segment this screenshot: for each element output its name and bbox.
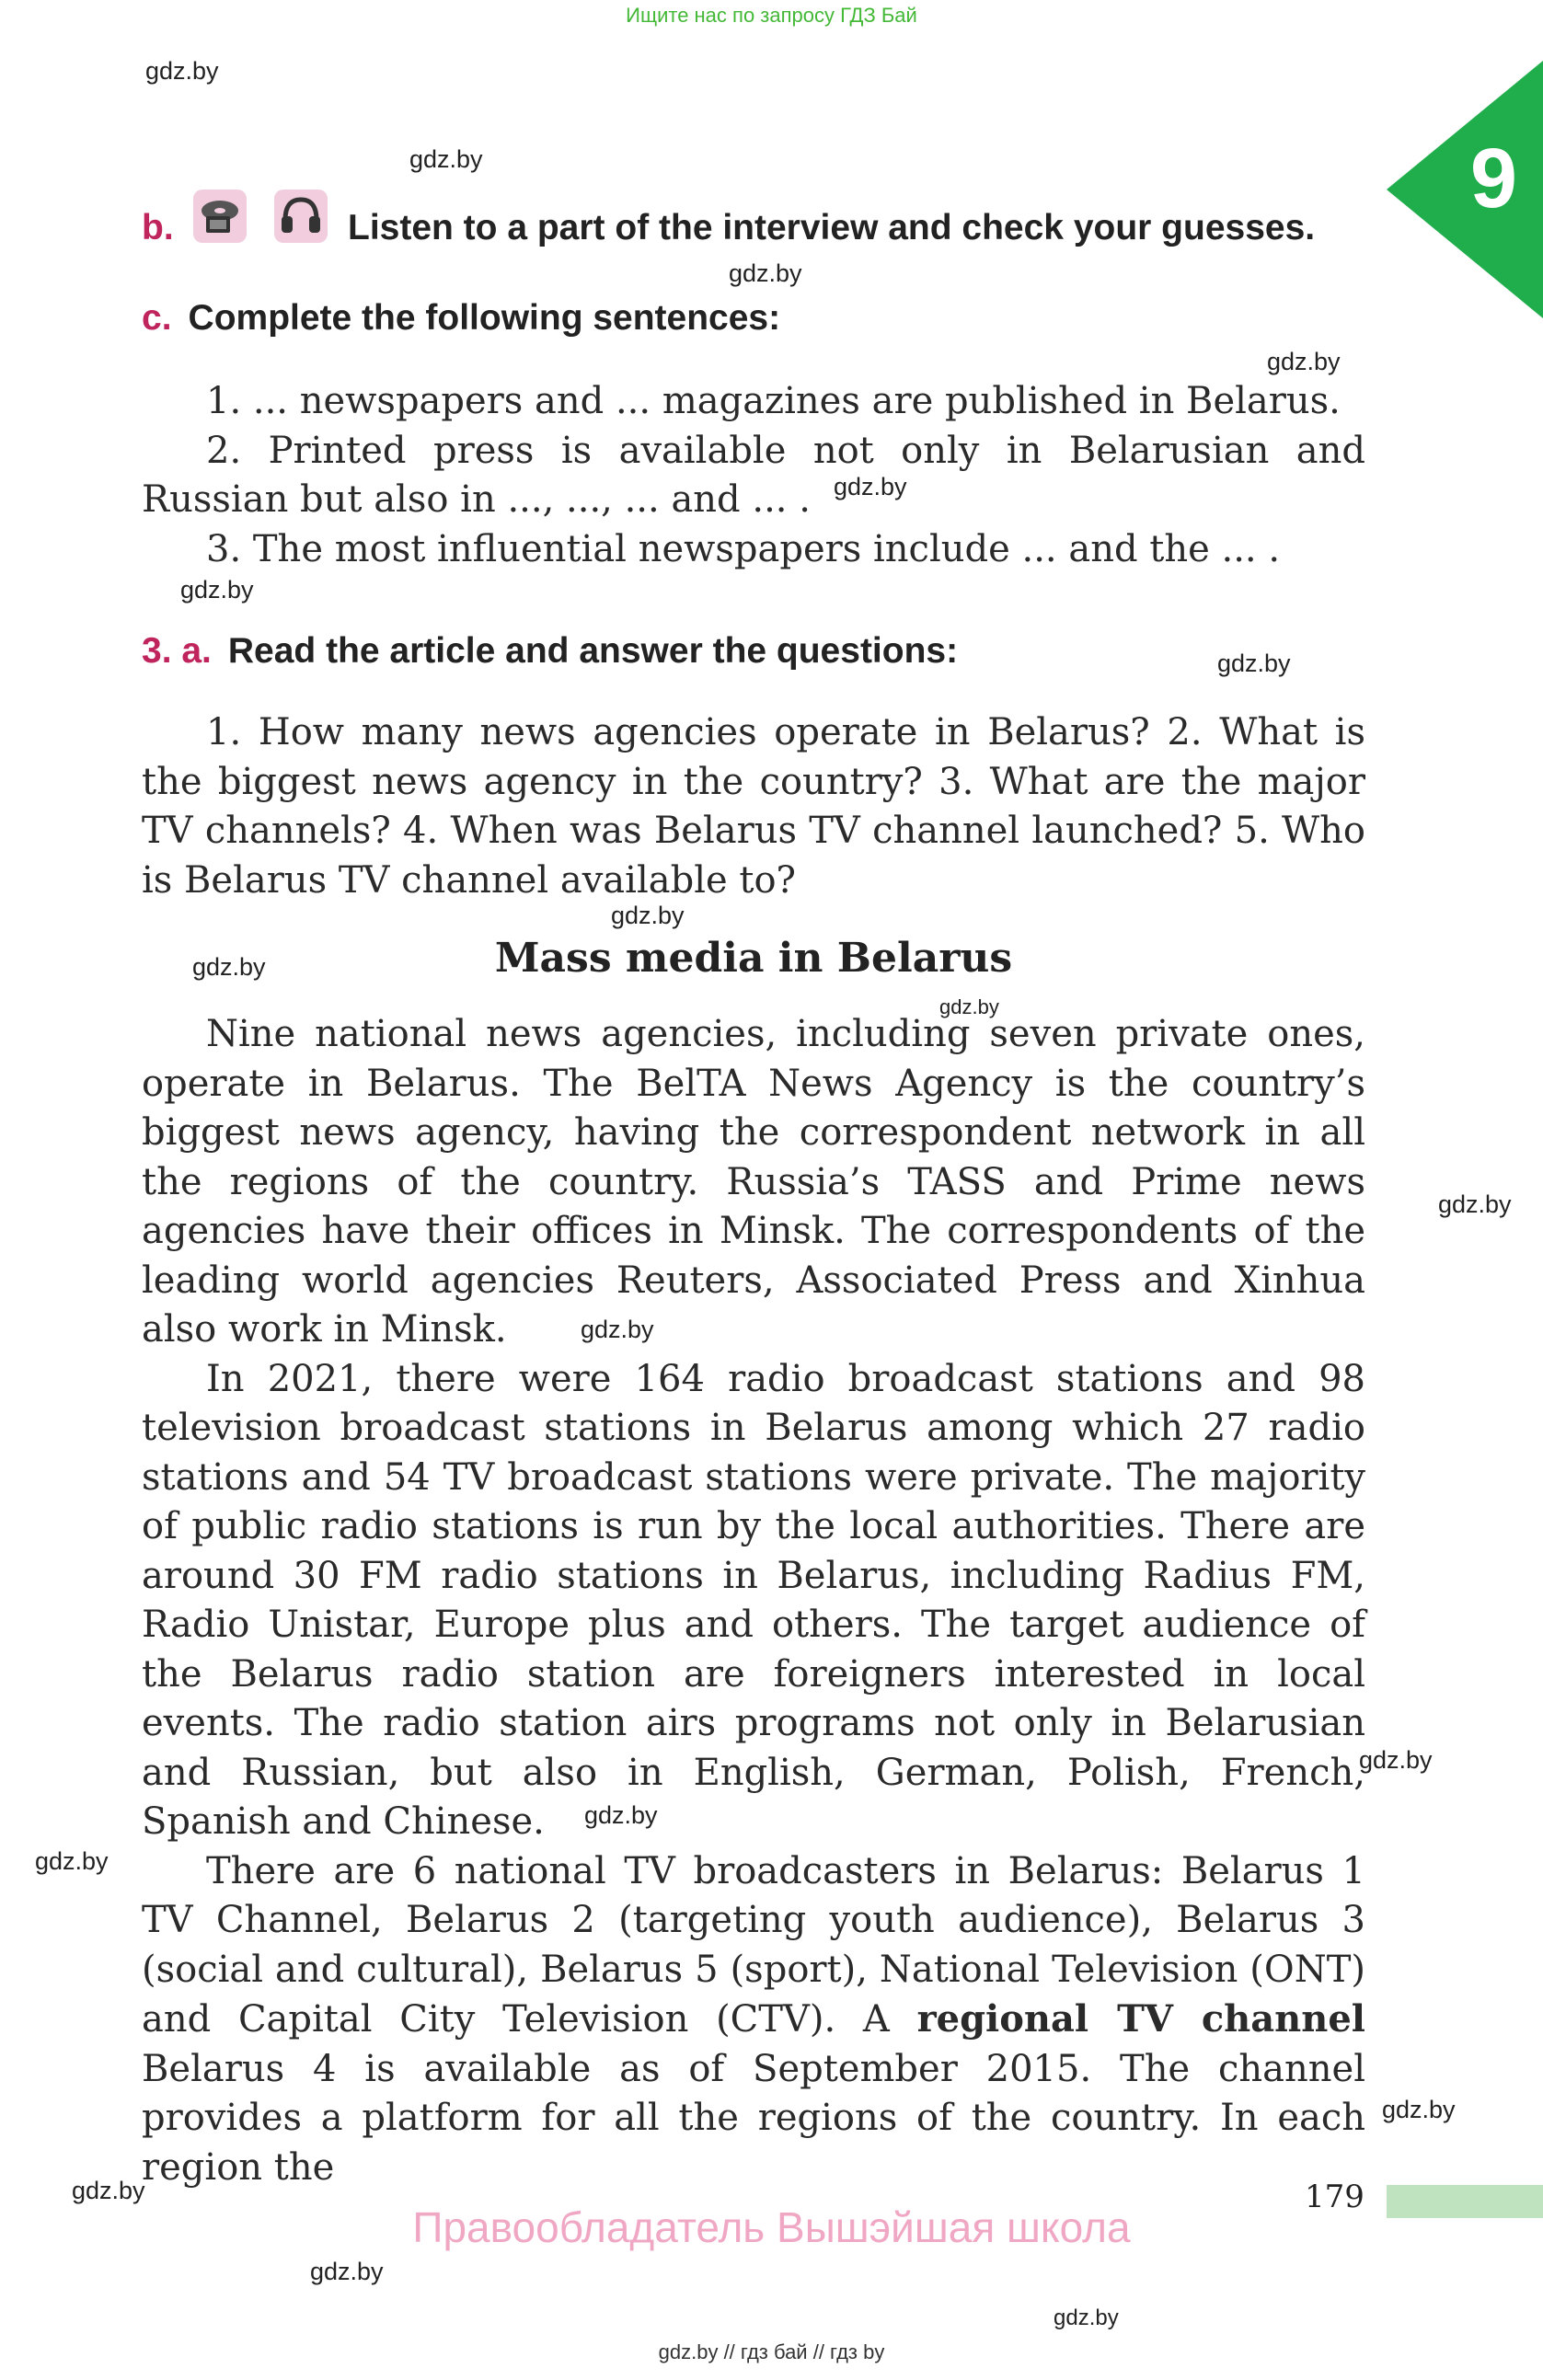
task-letter: b. (142, 208, 174, 247)
watermark: gdz.by (1382, 2096, 1456, 2123)
watermark: gdz.by (611, 902, 685, 929)
task-letter: c. (142, 298, 172, 338)
article-paragraph: Nine national news agencies, including seven private ones, operate in Belarus. The BelTA News Agency is the country’s biggest news agency, having the correspondent network in all the regions of the country. Russia’s TASS and Prime news agencies have their offices in Minsk. The correspondents of the leading world agencies Reuters, Associated Press and Xinhua also work in Minsk. (142, 1013, 1365, 1351)
watermark: gdz.by (1438, 1190, 1512, 1218)
watermark: gdz.by (1054, 2305, 1119, 2330)
task-3a-text: Read the article and answer the questions: (227, 631, 959, 671)
watermark: gdz.by (35, 1847, 109, 1875)
chapter-number: 9 (1469, 132, 1517, 225)
watermark: gdz.by (145, 57, 219, 85)
article-paragraph (142, 1847, 1365, 2193)
watermark: gdz.by (939, 995, 999, 1018)
rights-holder: Правообладатель Вышэйшая школа (412, 2203, 1131, 2251)
headphones-icon (274, 190, 328, 243)
article-text: There are 6 national TV broadcasters in Belarus: Belarus 1 TV Channel, Belarus 2 (targeting youth audience), Belarus 3 (social and cultural), Belarus 5 (sport), National Television (ONT) and Capital City Television (CTV). A (142, 1849, 1365, 2041)
task-c-items (142, 377, 1365, 574)
watermark: gdz.by (1267, 348, 1341, 375)
bottom-links: gdz.by // гдз бай // гдз by (658, 2340, 885, 2363)
watermark: gdz.by (192, 953, 266, 981)
watermark: gdz.by (834, 473, 907, 500)
article-bold-term: regional TV channel (916, 1997, 1365, 2041)
watermark: gdz.by (409, 145, 483, 173)
sentence-item: 2. Printed press is available not only in Belarusian and Russian but also in ..., ..., ... and ... . (142, 429, 1365, 521)
watermark: gdz.by (310, 2258, 384, 2285)
article-text: Belarus 4 is available as of September 2015. The channel provides a platform for all the regions of the country. In each region the (142, 2047, 1365, 2189)
task-3a-questions (142, 708, 1365, 905)
task-b-text: Listen to a part of the interview and check your guesses. (348, 208, 1316, 247)
page-number: 179 (1305, 2179, 1365, 2215)
article-paragraph: In 2021, there were 164 radio broadcast stations and 98 television broadcast stations in Belarus among which 27 radio stations and 54 TV broadcast stations were private. The majority of public radio stations is run by the local authorities. There are around 30 FM radio stations in Belarus, including Radius FM, Radio Unistar, Europe plus and others. The target audience of the Belarus radio station are foreigners interested in local events. The radio station airs programs not only in Belarusian and Russian, but also in English, German, Polish, French, Spanish and Chinese. (142, 1357, 1365, 1843)
sentence-item: 3. The most influential newspapers include ... and the ... . (206, 527, 1281, 570)
article-title: Mass media in Belarus (494, 935, 1013, 982)
task-b-letter (142, 208, 190, 248)
task-c-heading (142, 298, 780, 339)
task-c-text: Complete the following sentences: (188, 298, 781, 338)
questions-text: 1. How many news agencies operate in Belarus? 2. What is the biggest news agency in the country? 3. What are the major TV channels? 4. When was Belarus TV channel launched? 5. Who is Belarus TV channel available to? (142, 711, 1365, 902)
watermark: gdz.by (1359, 1746, 1433, 1774)
sentence-item: 1. ... newspapers and ... magazines are published in Belarus. (206, 380, 1341, 422)
disk-icon (193, 190, 247, 243)
watermark: gdz.by (180, 576, 254, 604)
article-body (142, 1010, 1365, 2192)
task-number: 3. a. (142, 631, 212, 671)
watermark: gdz.by (72, 2177, 145, 2204)
watermark: gdz.by (1217, 650, 1291, 677)
watermark: gdz.by (581, 1316, 654, 1343)
watermark: gdz.by (584, 1801, 658, 1829)
task-3a-heading (142, 631, 958, 672)
chapter-tab (1387, 61, 1543, 318)
top-search-note: Ищите нас по запросу ГДЗ Бай (626, 4, 917, 27)
watermark: gdz.by (729, 259, 802, 287)
